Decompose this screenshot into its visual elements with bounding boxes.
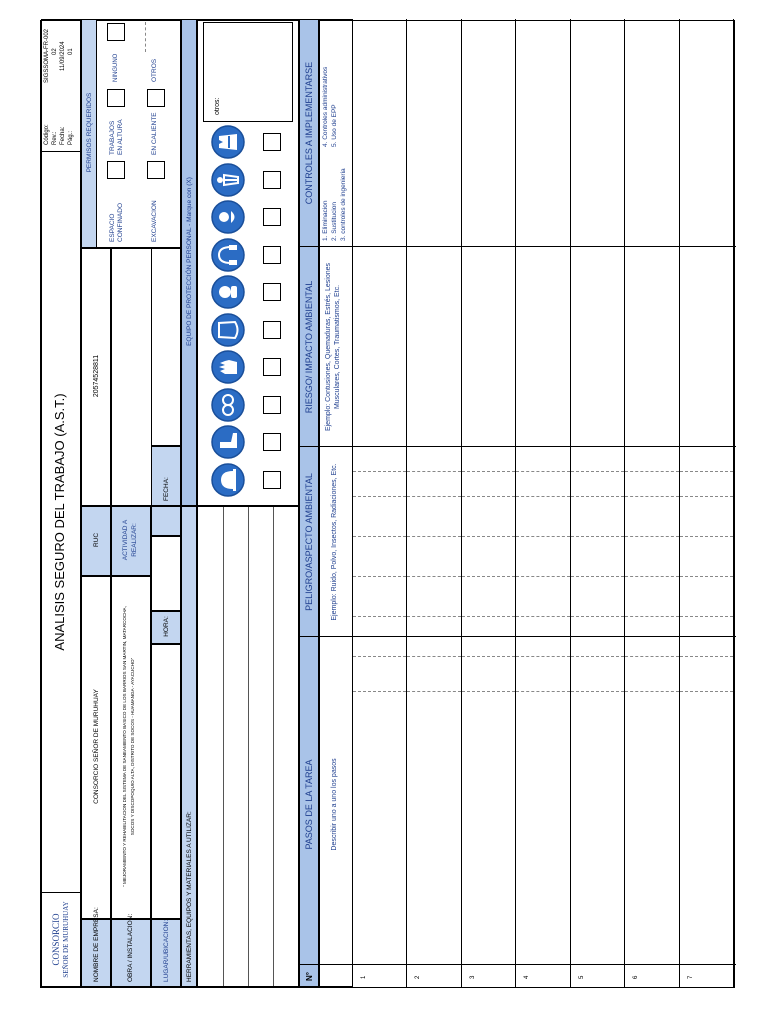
date-label: Fecha: [60,126,66,145]
hard-hat-checkbox[interactable] [263,471,281,489]
row-number: 1 [361,975,367,979]
ear-protection-icon [211,238,245,272]
controles-4: 4. Controles administrativos [322,66,329,147]
ruc-value: 20574528811 [93,354,100,398]
col-controles: CONTROLES A IMPLEMENTARSE [304,61,314,205]
ruc-label-cell [81,506,111,576]
obra-field[interactable] [111,576,151,919]
controles-1: 1. Eliminacion [322,200,329,241]
ninguno-label: NINGUNO [113,53,119,82]
fecha-field[interactable] [151,248,181,446]
hora-label: HORA: [163,616,170,637]
table-row[interactable] [462,19,516,987]
table-row[interactable] [680,19,734,987]
gloves-icon [211,351,245,385]
dust-mask-checkbox[interactable] [263,209,281,227]
harness-checkbox[interactable] [263,171,281,189]
code-value: SIGSSOMA-FR-002 [44,28,50,83]
peligro-hint: Ejemplo: Ruido, Polvo, Insectos, Radiaciones, Etc. [331,463,338,621]
ruc-label: RUC [93,532,100,548]
trabajos-label-1: TRABAJOS [109,120,116,155]
table-row[interactable] [571,19,625,987]
safety-glasses-checkbox[interactable] [263,396,281,414]
espacio-label-2: CONFINADO [117,203,124,242]
actividad-label-1: ACTIVIDAD A [122,519,129,561]
page-title: ANALISIS SEGURO DEL TRABAJO (A.S.T.) [52,393,67,651]
logo-line2: SEÑOR DE MURUHUAY [62,901,70,978]
epp-otros-label: otros: [214,97,221,115]
respirator-icon [211,276,245,310]
permisos-title: PERMISOS REQUERIDOS [86,92,93,173]
en-caliente-checkbox[interactable] [147,89,165,107]
table-row[interactable] [625,19,679,987]
hora-field[interactable] [151,536,181,611]
obra-label-cell [111,913,151,987]
respirator-checkbox[interactable] [263,284,281,302]
excavacion-checkbox[interactable] [147,161,165,179]
row-number: 5 [578,975,585,979]
pasos-hint: Describir uno a uno los pasos [331,758,338,851]
empresa-value: CONSORCIO SEÑOR DE MURUHUAY [93,689,100,804]
controles-2: 2. Sustitucion [331,201,338,241]
permisos-title-cell [81,19,97,248]
controles-5: 5. Uso de EPP [331,104,338,147]
table-row[interactable] [353,19,407,987]
table-row[interactable] [407,19,461,987]
date-value: 11/09/2024 [60,41,66,71]
row-number: 7 [687,975,694,979]
col-riesgo: RIESGO/ IMPACTO AMBIENTAL [304,280,314,414]
code-label: Código: [44,124,50,145]
epp-title: EQUIPO DE PROTECCIÓN PERSONAL - Marque con (X) [186,177,193,346]
espacio-label-1: ESPACIO [109,213,116,242]
actividad-label-2: REALIZAR: [131,523,138,557]
page-value: 01 [68,48,74,55]
ear-protection-checkbox[interactable] [263,246,281,264]
vest-icon [211,126,245,160]
epp-title-cell [181,19,197,506]
gloves-checkbox[interactable] [263,359,281,377]
epp-otros-box[interactable] [203,22,293,122]
lugar-field[interactable] [151,644,181,919]
dust-mask-icon [211,201,245,235]
excavacion-label: EXCAVACION [151,200,158,242]
otros-permiso-line [145,22,146,52]
actividad-label-cell [111,506,151,576]
safety-boots-icon [211,426,245,460]
logo [41,892,81,987]
harness-icon [211,163,245,197]
table-row[interactable] [516,19,570,987]
empresa-field[interactable] [81,576,111,919]
safety-boots-checkbox[interactable] [263,434,281,452]
doc-info [41,19,81,152]
obra-label: OBRA / INSTALACION: [127,913,134,982]
fecha-label-cell [151,506,181,536]
herramientas-label: HERRAMIENTAS, EQUIPOS Y MATERIALES A UTILIZAR: [186,811,193,982]
col-peligro: PELIGRO/ASPECTO AMBIENTAL [304,473,314,611]
trabajos-label-2: EN ALTURA [117,119,124,155]
otros-permiso-label: OTROS [151,58,158,82]
empresa-label: NOMBRE DE EMPRESA: [93,907,100,982]
row-number: 4 [524,975,531,979]
face-shield-checkbox[interactable] [263,321,281,339]
page-label: Pág.: [68,130,74,145]
logo-line1: CONSORCIO [51,913,61,966]
rev-value: 02 [52,48,58,55]
riesgo-hint-1: Ejemplo: Contusiones, Quemaduras, Estrés, Lesiones [325,262,332,432]
herramientas-field[interactable] [197,506,299,987]
lugar-label: LUGAR/UBICACION: [163,919,170,982]
fecha-label-cell-2 [151,446,181,506]
row-number: 2 [415,975,422,979]
task-rows [353,19,734,987]
ruc-field[interactable] [81,248,111,506]
ninguno-checkbox[interactable] [107,23,125,41]
hora-label-cell [151,611,181,644]
hard-hat-icon [211,463,245,497]
row-number: 3 [469,975,476,979]
obra-value-line1: " MEJORAMIENTO Y REHABILITACION DEL SISTEMA DE SANEAMIENTO BASICO DE LOS BARRIOS SAN MARTIN, MATARCOCHA, [122,606,127,887]
lugar-label-cell [151,919,181,987]
ast-form [40,20,735,988]
rev-label: Rev.: [52,131,58,145]
col-pasos: PASOS DE LA TAREA [304,759,314,850]
row-number: 6 [633,975,640,979]
empresa-label-cell [81,907,111,987]
controles-3: 3. controles de ingenieria [340,168,347,241]
col-n: N° [305,972,314,981]
face-shield-icon [211,313,245,347]
obra-value-line2: SOCOS Y DISCOPOQUIO ALTA, DISTRITO DE SOCOS - HUAMANGA - AYACUCHO" [130,657,135,836]
trabajos-altura-checkbox[interactable] [107,89,125,107]
fecha-label: FECHA: [163,477,170,501]
safety-glasses-icon [211,388,245,422]
caliente-label: EN CALIENTE [151,112,158,155]
espacio-confinado-checkbox[interactable] [107,161,125,179]
riesgo-hint-2: Musculares, Cortes, Traumatismos, Etc. [334,284,341,410]
herramientas-title-cell [181,506,197,987]
vest-checkbox[interactable] [263,134,281,152]
